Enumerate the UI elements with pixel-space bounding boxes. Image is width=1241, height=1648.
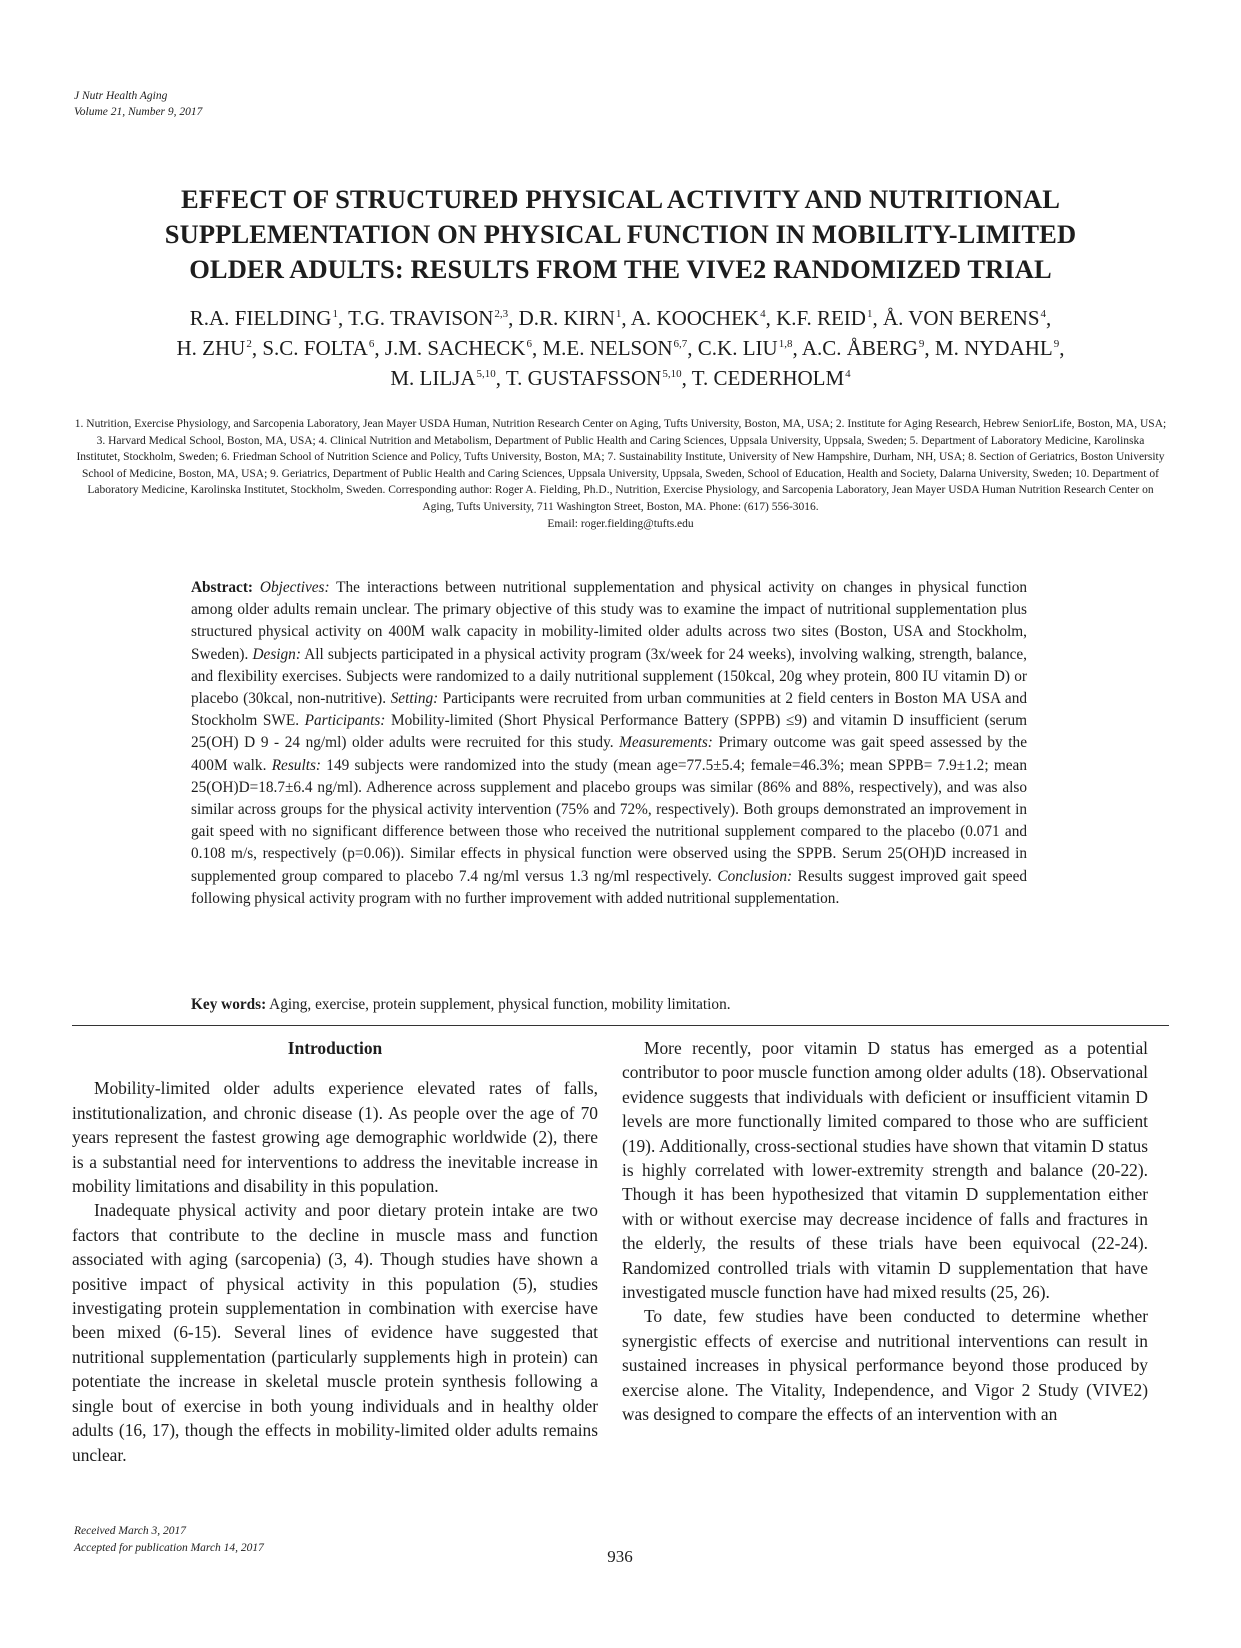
author-line-3: M. LILJA$^{5,10}$, T. GUSTAFSSON$^{5,10}$, T. CEDERHOLM$^4$: [390, 366, 851, 390]
keywords: [191, 995, 1027, 1015]
title-line: SUPPLEMENTATION ON PHYSICAL FUNCTION IN MOBILITY-LIMITED: [164, 219, 1077, 249]
affiliations: [74, 416, 1167, 532]
author-line-2: H. ZHU$^2$, S.C. FOLTA$^6$, J.M. SACHECK$^6$, M.E. NELSON$^{6,7}$, C.K. LIU$^{1,8}$, A.C. ÅBERG$^9$, M. NYDAHL$^9$,: [176, 336, 1065, 360]
keywords-label: Key words:: [191, 996, 267, 1013]
setting-label: Setting:: [390, 690, 439, 708]
results-label: Results:: [271, 756, 321, 774]
journal-name: J Nutr Health Aging: [74, 90, 168, 102]
corresponding-email: Email: roger.fielding@tufts.edu: [547, 517, 694, 530]
measurements-label: Measurements:: [619, 734, 713, 752]
abstract-label: Abstract:: [191, 579, 254, 596]
title-line: EFFECT OF STRUCTURED PHYSICAL ACTIVITY AND NUTRITIONAL: [180, 184, 1061, 214]
objectives-label: Objectives:: [259, 579, 330, 596]
title-line: OLDER ADULTS: RESULTS FROM THE VIVE2 RANDOMIZED TRIAL: [189, 254, 1052, 284]
introduction-heading: Introduction: [287, 1038, 383, 1058]
author-line-1: R.A. FIELDING$^1$, T.G. TRAVISON$^{2,3}$, D.R. KIRN$^1$, A. KOOCHEK$^4$, K.F. REID$^1$, Å. VON BERENS$^4$,: [189, 306, 1052, 330]
participants-label: Participants:: [304, 712, 386, 730]
keywords-text: Aging, exercise, protein supplement, physical function, mobility limitation.: [266, 996, 731, 1013]
abstract: Abstract: Objectives: The interactions between nutritional supplementation and physical activity on changes in physical function among older adults remain unclear. The primary objective of this study was to examine the impact of nutritional supplementation plus structured physical activity on 400M walk capacity in mobility-limited older adults across two sites (Boston, USA and Stockholm, Sweden). Design: All subjects participated in a physical activity program (3x/week for 24 weeks), involving walking, strength, balance, and flexibility exercises. Subjects were randomized to a daily nutritional supplement (150kcal, 20g whey protein, 800 IU vitamin D) or placebo (30kcal, non-nutritive). Setting: Participants were recruited from urban communities at 2 field centers in Boston MA USA and Stockholm SWE. Participants: Mobility-limited (Short Physical Performance Battery (SPPB) ≤9) and vitamin D insufficient (serum 25(OH) D 9 - 24 ng/ml) older adults were recruited for this study. Measurements: Primary outcome was gait speed assessed by the 400M walk. Results: 149 subjects were randomized into the study (mean age=77.5±5.4; female=46.3%; mean SPPB= 7.9±1.2; mean 25(OH)D=18.7±6.4 ng/ml). Adherence across supplement and placebo groups was similar (86% and 88%, respectively), and was also similar across groups for the physical activity intervention (75% and 72%, respectively). Both groups demonstrated an improvement in gait speed with no significant difference between those who received the nutritional supplement compared to the placebo (0.071 and 0.108 m/s, respectively (p=0.06)). Similar effects in physical function were observed using the SPPB. Serum 25(OH)D increased in supplemented group compared to placebo 7.4 ng/ml versus 1.3 ng/ml respectively. Conclusion: Results suggest improved gait speed following physical activity program with no further improvement with added nutritional supplementation.: [191, 579, 1028, 907]
page-number: 936: [607, 1547, 633, 1566]
section-divider: [72, 1025, 1169, 1026]
author-list: [80, 303, 1161, 393]
accepted-date: Accepted for publication March 14, 2017: [74, 1541, 264, 1554]
journal-volume: Volume 21, Number 9, 2017: [74, 106, 203, 118]
article-title: [90, 182, 1151, 287]
paragraph: Inadequate physical activity and poor dietary protein intake are two factors that contribute to the decline in muscle mass and function associated with aging (sarcopenia) (3, 4). Though studies have shown a positive impact of physical activity in this population (5), studies investigating protein supplementation in combination with exercise have been mixed (6-15). Several lines of evidence have suggested that nutritional supplementation (particularly supplements high in protein) can potentiate the increase in skeletal muscle protein synthesis following a single bout of exercise in both young individuals and in healthy older adults (16, 17), though the effects in mobility-limited older adults remains unclear.: [72, 1200, 598, 1465]
paragraph: More recently, poor vitamin D status has emerged as a potential contributor to poor muscle function among older adults (18). Observational evidence suggests that individuals with deficient or insufficient vitamin D levels are more functionally limited compared to those who are sufficient (19). Additionally, cross-sectional studies have shown that vitamin D status is highly correlated with lower-extremity strength and balance (20-22). Though it has been hypothesized that vitamin D supplementation either with or without exercise may decrease incidence of falls and fractures in the elderly, the results of these trials have been equivocal (22-24). Randomized controlled trials with vitamin D supplementation that have investigated muscle function have had mixed results (25, 26).: [622, 1038, 1148, 1303]
paragraph: Mobility-limited older adults experience elevated rates of falls, institutionalization, and chronic disease (1). As people over the age of 70 years represent the fastest growing age demographic worldwide (2), there is a substantial need for interventions to address the inevitable increase in mobility limitations and disability in this population.: [72, 1078, 598, 1197]
left-column: [72, 1036, 598, 1467]
conclusion-label: Conclusion:: [717, 867, 793, 885]
paragraph: To date, few studies have been conducted to determine whether synergistic effects of exercise and nutritional interventions can result in sustained increases in physical performance beyond those produced by exercise alone. The Vitality, Independence, and Vigor 2 Study (VIVE2) was designed to compare the effects of an intervention with an: [622, 1306, 1148, 1425]
journal-header: [74, 88, 202, 120]
received-date: Received March 3, 2017: [74, 1525, 186, 1537]
affiliations-text: 1. Nutrition, Exercise Physiology, and Sarcopenia Laboratory, Jean Mayer USDA Human, Nutrition Research Center on Aging, Tufts University, Boston, MA, USA; 2. Institute for Aging Research, Hebrew SeniorLife, Boston, MA, USA; 3. Harvard Medical School, Boston, MA, USA; 4. Clinical Nutrition and Metabolism, Department of Public Health and Caring Sciences, Uppsala University, Uppsala, Sweden; 5. Department of Laboratory Medicine, Karolinska Institutet, Stockholm, Sweden; 6. Friedman School of Nutrition Science and Policy, Tufts University, Boston, MA; 7. Sustainability Institute, University of New Hampshire, Durham, NH, USA; 8. Section of Geriatrics, Boston University School of Medicine, Boston, MA, USA; 9. Geriatrics, Department of Public Health and Caring Sciences, Uppsala University, Uppsala, Sweden, School of Education, Health and Society, Dalarna University, Sweden; 10. Department of Laboratory Medicine, Karolinska Institutet, Stockholm, Sweden. Corresponding author: Roger A. Fielding, Ph.D., Nutrition, Exercise Physiology, and Sarcopenia Laboratory, Jean Mayer USDA Human Nutrition Research Center on Aging, Tufts University, 711 Washington Street, Boston, MA. Phone: (617) 556-3016.: [74, 418, 1167, 513]
right-column: [622, 1036, 1148, 1427]
received-dates: [74, 1523, 264, 1556]
design-label: Design:: [252, 645, 301, 663]
